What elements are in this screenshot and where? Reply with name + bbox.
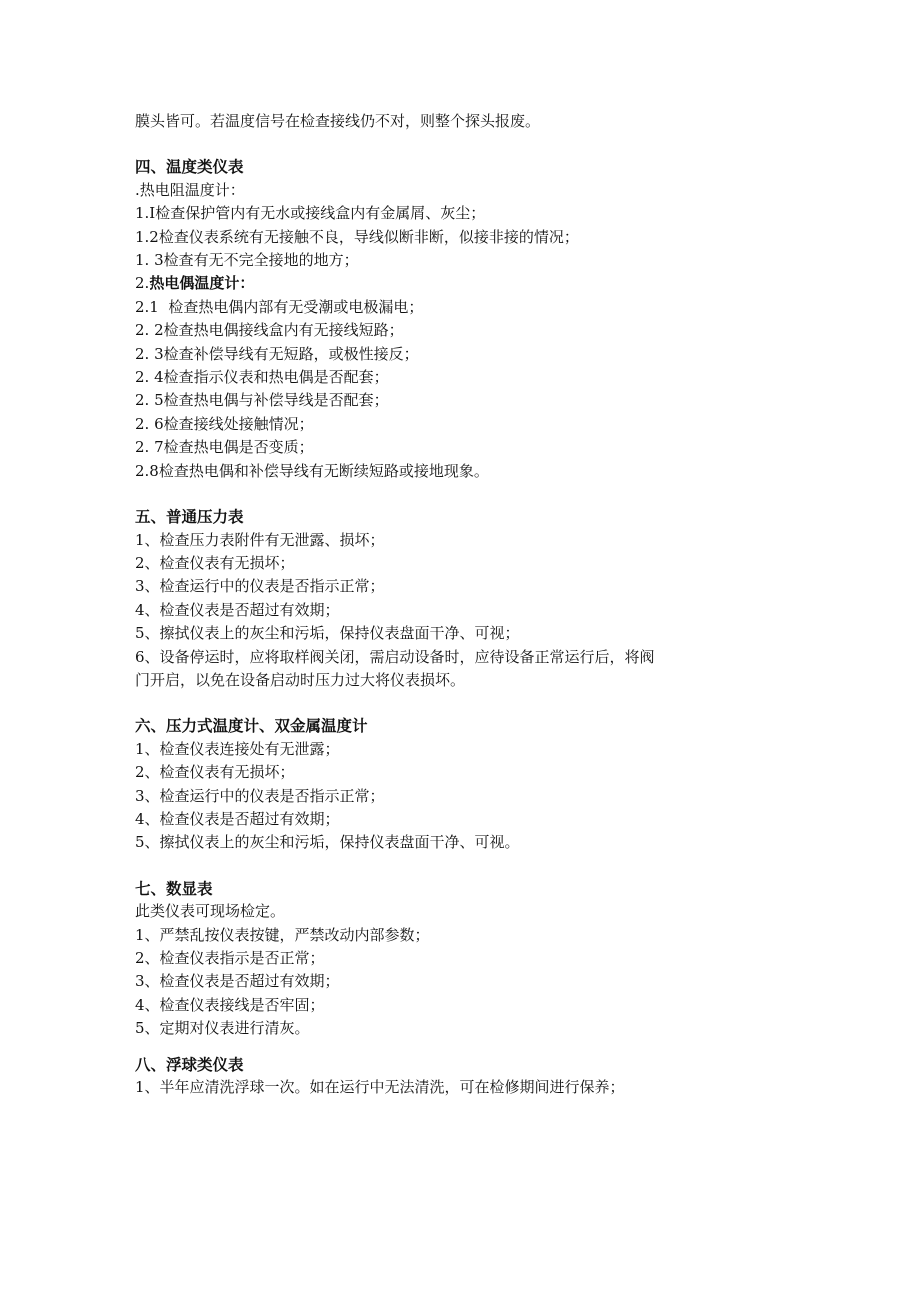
list-item: 1、半年应清洗浮球一次。如在运行中无法清洗，可在检修期间进行保养； <box>135 1078 625 1097</box>
list-item: 3、检查运行中的仪表是否指示正常； <box>135 786 385 805</box>
list-item: 2.1 检查热电偶内部有无受潮或电极漏电； <box>135 297 424 316</box>
list-item: 5、擦拭仪表上的灰尘和污垢，保持仪表盘面干净、可视。 <box>135 833 520 852</box>
subsection-number: 2. <box>135 274 150 293</box>
list-item: 3、检查运行中的仪表是否指示正常； <box>135 577 385 596</box>
list-item: 2.8检查热电偶和补偿导线有无断续短路或接地现象。 <box>135 461 489 480</box>
section-4-title: 四、温度类仪表 <box>135 157 244 177</box>
list-item: 1.I检查保护管内有无水或接线盒内有金属屑、灰尘； <box>135 204 486 223</box>
list-item: 4、检查仪表是否超过有效期； <box>135 809 340 828</box>
list-item: 2、检查仪表指示是否正常； <box>135 949 325 967</box>
list-item: 5、擦拭仪表上的灰尘和污垢，保持仪表盘面干净、可视； <box>135 624 520 643</box>
list-item: 2. 7检查热电偶是否变质； <box>135 438 314 457</box>
intro-paragraph: 膜头皆可。若温度信号在检查接线仍不对，则整个探头报废。 <box>135 112 541 130</box>
list-item: 2. 3检查补偿导线有无短路，或极性接反； <box>135 344 419 363</box>
list-item: 2. 4检查指示仪表和热电偶是否配套； <box>135 368 389 387</box>
subsection-heading <box>135 272 795 295</box>
list-item: 3、检查仪表是否超过有效期； <box>135 972 340 991</box>
list-item: 1、检查压力表附件有无泄露、损坏； <box>135 530 385 549</box>
list-item: 1. 3检查有无不完全接地的地方； <box>135 251 359 270</box>
list-item: 1.2检查仪表系统有无接触不良，导线似断非断，似接非接的情况； <box>135 227 579 246</box>
list-item: 1、检查仪表连接处有无泄露； <box>135 739 340 758</box>
list-item: 5、定期对仪表进行清灰。 <box>135 1019 310 1038</box>
subsection-heading: .热电阻温度计： <box>135 180 245 199</box>
list-item: 1、严禁乱按仪表按键，严禁改动内部参数； <box>135 925 430 944</box>
list-item: 2. 6检查接线处接触情况； <box>135 414 314 433</box>
list-item-continuation: 门开启，以免在设备启动时压力过大将仪表损坏。 <box>135 670 466 689</box>
subsection-title: 热电偶温度计： <box>149 274 255 293</box>
section-note: 此类仪表可现场检定。 <box>135 902 286 921</box>
list-item: 2. 2检查热电偶接线盒内有无接线短路； <box>135 321 404 340</box>
section-6-title: 六、压力式温度计、双金属温度计 <box>135 716 368 736</box>
section-8-title: 八、浮球类仪表 <box>135 1054 244 1074</box>
list-item: 2. 5检查热电偶与补偿导线是否配套； <box>135 391 389 410</box>
list-item: 2、检查仪表有无损坏； <box>135 763 295 782</box>
section-5-title: 五、普通压力表 <box>135 507 244 527</box>
list-item: 4、检查仪表是否超过有效期； <box>135 600 340 619</box>
document-page <box>135 110 795 1099</box>
list-item: 4、检查仪表接线是否牢固； <box>135 995 325 1014</box>
list-item: 2、检查仪表有无损坏； <box>135 553 295 572</box>
list-item: 6、设备停运时，应将取样阀关闭，需启动设备时，应待设备正常运行后，将阀 <box>135 647 655 666</box>
section-7-title: 七、数显表 <box>135 878 213 898</box>
